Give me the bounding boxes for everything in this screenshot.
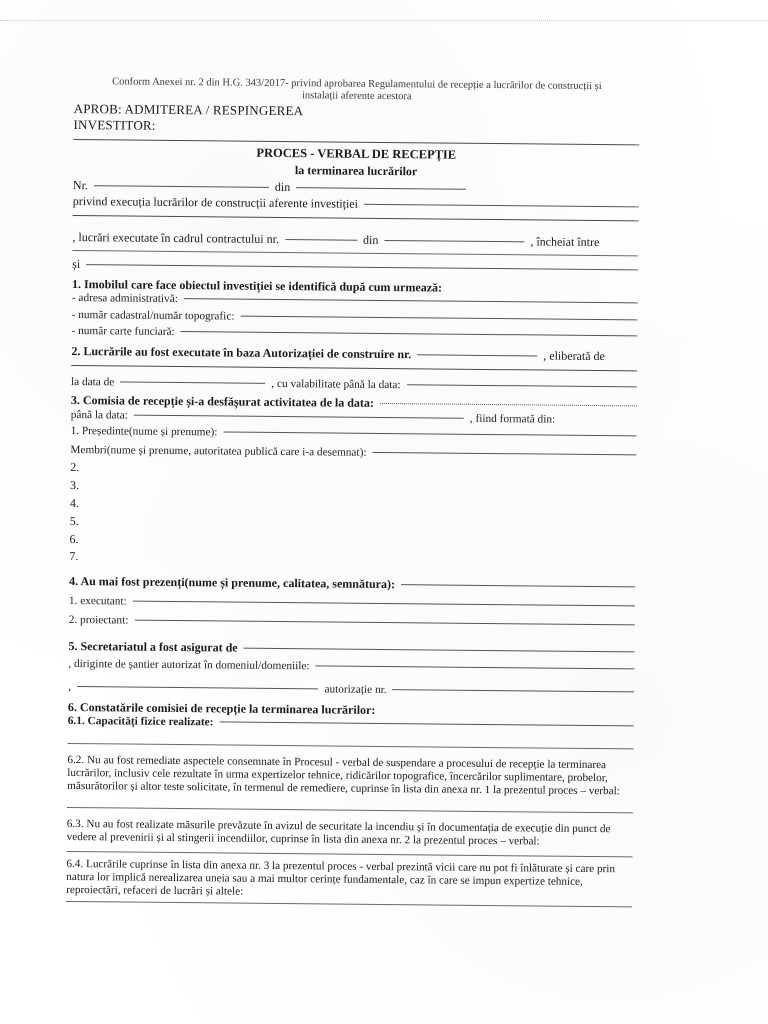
s3-presedinte: 1. Președinte(nume și prenume): <box>70 424 218 439</box>
conform-text-line-2: instalații aferente acestora <box>301 90 412 103</box>
member-num-2: 2. <box>70 460 80 475</box>
s5-line-1-field[interactable] <box>316 665 635 669</box>
s5-fill[interactable] <box>244 648 635 653</box>
member-row-3 <box>70 479 636 498</box>
s3-pana: până la data: <box>70 409 128 422</box>
s5-autorizatie-label: autorizație nr. <box>324 683 387 696</box>
s3-pana-field[interactable] <box>134 415 464 419</box>
document-content <box>66 76 640 908</box>
s3-presedinte-row <box>71 425 637 444</box>
s1-item-2-label: - număr cadastral/număr topografic: <box>71 308 235 323</box>
s4-executant: 1. executant: <box>68 594 127 608</box>
section-6-title: 6. Constatările comisiei de recepție la terminarea lucrărilor: <box>67 700 376 718</box>
s2-date-row <box>71 376 637 395</box>
s1-item-3-label: - număr carte funciară: <box>71 324 175 338</box>
s3-membri: Membri(nume și prenume, autoritatea publică care i-a desemnat): <box>70 444 367 459</box>
privind-line-2[interactable] <box>73 214 639 220</box>
member-row-5 <box>70 515 636 534</box>
s3-membri-field[interactable] <box>373 452 637 456</box>
s61-label: 6.1. Capacități fizice realizate: <box>67 715 214 729</box>
s5-line-2-row <box>68 681 634 700</box>
s63-text: 6.3. Nu au fost realizate măsurile prevăzute în avizul de securitate la incendiu și în documentația de execuție din punct de vedere al prevenirii și al stingerii incendiilor, cuprinse în lista din anexa nr. 2 la prezentul proces – verbal: <box>66 818 611 848</box>
member-num-7: 7. <box>69 549 79 564</box>
section-4-row <box>69 574 635 594</box>
member-num-6: 6. <box>69 531 79 546</box>
scan-dotted-border <box>0 20 768 21</box>
s64-text: 6.4. Lucrările cuprinse în lista din anexa nr. 3 la prezentul proces - verbal prezintă vicii care nu pot fi înlăturate și care prin natura lor implică nerealizarea uneia sau a mai multor cerințe fundamentale, caz în care se impun expertize tehnice, reproiectări, refaceri de lucrări și altele: <box>66 857 616 898</box>
si-row <box>72 257 638 277</box>
member-num-3: 3. <box>70 478 80 493</box>
s5-line-2-prefix: , <box>68 680 72 693</box>
section-2-title: 2. Lucrările au fost executate în baza Autorizației de construire nr. <box>71 344 412 362</box>
s2-la-data-field[interactable] <box>120 381 265 383</box>
si-label: și <box>72 256 81 271</box>
din-field[interactable] <box>296 187 466 190</box>
s5-line-1: , diriginte de șantier autorizat în domeniul/domeniile: <box>68 657 310 672</box>
member-row-6 <box>69 533 635 552</box>
s62-text: 6.2. Nu au fost remediate aspectele consemnate în Procesul - verbal de suspendare a procesului de recepție la terminarea lucrărilor, inclusiv cele rezultate în urma expertizelor tehnice, ridicărilor topografice, încercărilor suplimentare, probelor, măsurătorilor și altor teste solicitate, în termenul de remediere, cuprinse în lista din anexa nr. 1 la prezentul proces – verbal: <box>67 753 620 798</box>
document-title: PROCES - VERBAL DE RECEPȚIE <box>256 145 457 162</box>
member-num-5: 5. <box>69 513 79 528</box>
member-row-4 <box>70 497 636 516</box>
member-num-4: 4. <box>69 495 79 511</box>
privind-text: privind execuția lucrărilor de construcții aferente investiției <box>72 194 359 211</box>
s2-la-data: la data de <box>71 375 115 389</box>
contract-din-field[interactable] <box>384 239 524 241</box>
s2-valabilitate-field[interactable] <box>407 384 637 387</box>
s62-line[interactable] <box>67 807 633 813</box>
s2-eliberata: , eliberată de <box>543 348 605 364</box>
s64-paragraph <box>66 858 632 903</box>
s63-paragraph <box>67 818 633 850</box>
din-label: din <box>274 179 291 194</box>
s4-executant-field[interactable] <box>133 600 635 606</box>
section-1-title: 1. Imobilul care face obiectul investiției se identifică după cum urmează: <box>71 277 443 295</box>
contract-nr-field[interactable] <box>285 239 357 241</box>
contract-row <box>72 229 638 249</box>
document-subtitle: la terminarea lucrărilor <box>294 162 418 179</box>
conform-text-line-1: Conform Anexei nr. 2 din H.G. 343/2017- privind aprobarea Regulamentului de recepție a lucrărilor de construcții și <box>112 76 602 93</box>
contract-text: , lucrări executate în cadrul contractului nr. <box>72 229 280 246</box>
s4-executant-row <box>69 595 635 614</box>
contract-line-2[interactable] <box>72 250 638 256</box>
s1-item-1-field[interactable] <box>184 298 638 303</box>
section-5-title: 5. Secretariatul a fost asigurat de <box>68 639 238 655</box>
s3-de-la-data-field[interactable] <box>380 403 637 406</box>
s2-autorizatie-nr-field[interactable] <box>417 355 537 357</box>
s61-line-2[interactable] <box>68 743 634 749</box>
member-row-7 <box>69 550 635 569</box>
s1-item-3 <box>71 325 637 344</box>
nr-label: Nr. <box>72 177 89 192</box>
s3-presedinte-field[interactable] <box>223 431 636 436</box>
s5-line-2-field[interactable] <box>77 686 319 689</box>
s4-proiectant-field[interactable] <box>134 619 634 625</box>
incheiat-intre: , încheiat între <box>530 233 600 249</box>
s4-fill[interactable] <box>401 584 635 587</box>
contract-din-label: din <box>362 232 379 247</box>
section-2-row <box>71 344 637 364</box>
s3-fiind: , fiind formată din: <box>469 413 556 427</box>
s2-line-2[interactable] <box>71 365 637 371</box>
s64-line[interactable] <box>66 901 632 907</box>
si-fill[interactable] <box>86 264 638 270</box>
s1-item-1-label: - adresa administrativă: <box>71 292 178 306</box>
s2-valabilitate: , cu valabilitate până la data: <box>271 377 401 391</box>
section-3-title: 3. Comisia de recepție și-a desfășurat activitatea de la data: <box>70 392 375 410</box>
privind-fill[interactable] <box>364 204 639 208</box>
s62-paragraph <box>67 754 633 799</box>
s63-line[interactable] <box>67 851 633 857</box>
s1-item-2 <box>72 309 638 328</box>
investitor-line: INVESTITOR: <box>73 117 156 134</box>
member-row-2 <box>70 461 636 480</box>
s5-line-1-row <box>68 658 634 677</box>
section-4-title: 4. Au mai fost prezenți(nume și prenume, calitatea, semnătura): <box>69 574 396 592</box>
aprob-line: APROB: ADMITEREA / RESPINGEREA <box>73 101 304 119</box>
nr-field[interactable] <box>94 185 269 188</box>
s3-membri-row <box>70 444 636 463</box>
s1-item-3-field[interactable] <box>181 331 638 336</box>
s5-autorizatie-field[interactable] <box>393 689 635 692</box>
s61-field[interactable] <box>219 722 633 727</box>
privind-row <box>73 194 639 214</box>
s1-item-2-field[interactable] <box>240 315 637 320</box>
s4-proiectant: 2. proiectant: <box>68 613 129 627</box>
